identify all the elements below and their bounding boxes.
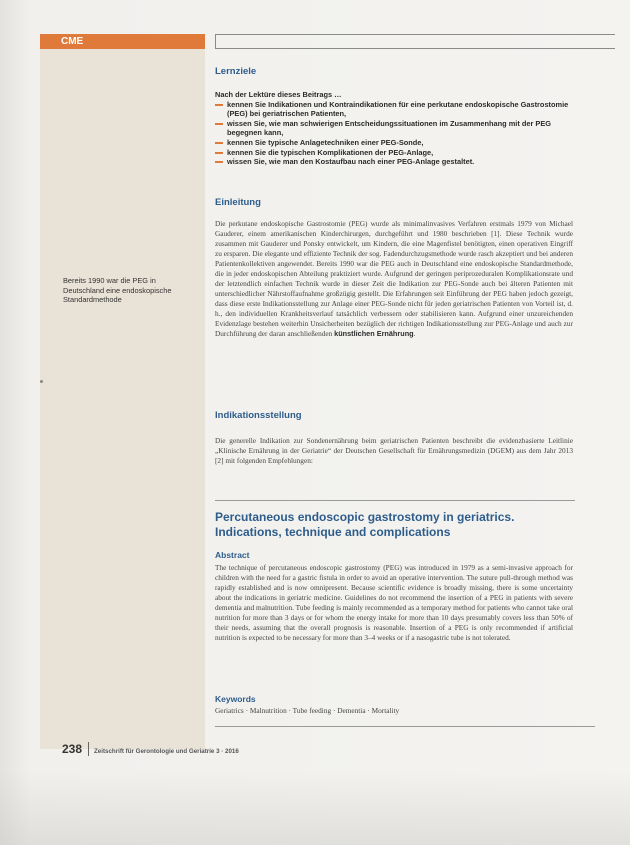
- list-item: kennen Sie typische Anlagetechniken einer PEG-Sonde,: [215, 138, 575, 148]
- bold-term: künstlichen Ernährung: [334, 329, 414, 338]
- keywords-list: Geriatrics · Malnutrition · Tube feeding · Dementia · Mortality: [215, 706, 400, 715]
- page-footer: [62, 742, 239, 756]
- lernziele-intro: Nach der Lektüre dieses Beitrags …: [215, 90, 342, 99]
- page-number: 238: [62, 742, 89, 756]
- einleitung-paragraph: [215, 219, 573, 339]
- einleitung-text: Die perkutane endoskopische Gastrostomie (PEG) wurde als minimalinvasives Verfahren erstmals 1979 von Michael Gauderer, einem amerikanischen Kinderchirurgen, durchgeführt und 1980 beschrieben [1]. Diese Technik wurde zusammen mit Gauderer und Ponsky entwickelt, um Kindern, die eine Magenfistel benötigten, einen operativen Eingriff zu ersparen. Die elegante und effiziente Technik der sog. Fadendurchzugsmethode wurde rasch akzeptiert und bei anderen Patientenkollektiven angewendet. Bereits 1990 war die PEG auch in Deutschland eine endoskopische Standardmethode, die in jeder endoskopischen Abteilung praktiziert wurde. Aufgrund der geringen periprozeduralen Komplikationsrate und der letztendlich einfachen Technik wurde in dieser Zeit die Indikation zur PEG-Sonde auch bei älteren Patienten mit unterschiedlicher Nährstoffaufnahme großzügig gestellt. Die Erfahrungen seit Einführung der PEG haben jedoch gezeigt, dass diese erste Indikationsstellung zur Anlage einer PEG-Sonde nicht für jeden geriatrischen Patienten von Vorteil ist, d. h., den individuellen Krankheitsverlauf tatsächlich verbessern oder stabilisieren kann. Aufgrund einer unzureichenden Evidenzlage bestehen weiterhin Unsicherheiten bezüglich der richtigen Indikationsstellung zur PEG-Anlage und auch zur Durchführung der daran anschließenden: [215, 219, 573, 338]
- abstract-paragraph: The technique of percutaneous endoscopic gastrostomy (PEG) was introduced in 1979 as a semi-invasive approach for children with the need for a gastric fistula in order to avoid an operative intervention. The suture pull-through method was rapidly established and is now omnipresent. Because scientific evidence is broadly missing, there is some uncertainty about the indications in geriatric medicine. Guidelines do not recommend the insertion of a PEG in patients with severe dementia and malnutrition. Tube feeding is mainly recommended as a temporary method for patients who cannot take oral nutrition for more than 3 days or for whom the energy intake for more than 10 days presumably covers less than 50% of their needs, assuming that the overall prognosis is reasonable. Insertion of a PEG is only recommended if artificial nutrition is expected to be necessary for more than 3–4 weeks or if a nasogastric tube is not tolerated.: [215, 563, 573, 642]
- page-shadow: [0, 770, 630, 845]
- list-item: kennen Sie die typischen Komplikationen der PEG-Anlage,: [215, 148, 575, 158]
- english-title: Percutaneous endoscopic gastrostomy in geriatrics. Indications, technique and complications: [215, 510, 515, 539]
- sidebar-panel: [40, 49, 205, 749]
- lernziele-list: [215, 100, 575, 167]
- footer-rule: [215, 726, 595, 727]
- heading-indikationsstellung: Indikationsstellung: [215, 410, 302, 421]
- list-item: wissen Sie, wie man den Kostaufbau nach einer PEG-Anlage gestaltet.: [215, 157, 575, 167]
- heading-abstract: Abstract: [215, 550, 250, 560]
- heading-einleitung: Einleitung: [215, 197, 261, 208]
- lernziele-block: [215, 90, 575, 167]
- list-item: wissen Sie, wie man schwierigen Entscheidungssituationen im Zusammenhang mit der PEG begegnen kann,: [215, 119, 575, 138]
- heading-keywords: Keywords: [215, 694, 256, 704]
- einleitung-end: .: [413, 329, 416, 338]
- section-tag: CME: [40, 34, 205, 49]
- margin-note: Bereits 1990 war die PEG in Deutschland eine endoskopische Standardmethode: [63, 276, 172, 304]
- header-rule: [215, 34, 615, 49]
- divider: [215, 500, 575, 501]
- list-item: kennen Sie Indikationen und Kontraindikationen für eine perkutane endoskopische Gastrostomie (PEG) bei geriatrischen Patienten,: [215, 100, 575, 119]
- indikation-paragraph: Die generelle Indikation zur Sondenernährung beim geriatrischen Patienten beschreibt die evidenzbasierte Leitlinie „Klinische Ernährung in der Geriatrie“ der Deutschen Gesellschaft für Ernährungsmedizin (DGEM) aus dem Jahr 2013 [2] mit folgenden Empfehlungen:: [215, 436, 573, 465]
- journal-name: Zeitschrift für Gerontologie und Geriatrie 3 · 2016: [94, 748, 239, 755]
- margin-mark: [40, 380, 43, 383]
- heading-lernziele: Lernziele: [215, 66, 257, 77]
